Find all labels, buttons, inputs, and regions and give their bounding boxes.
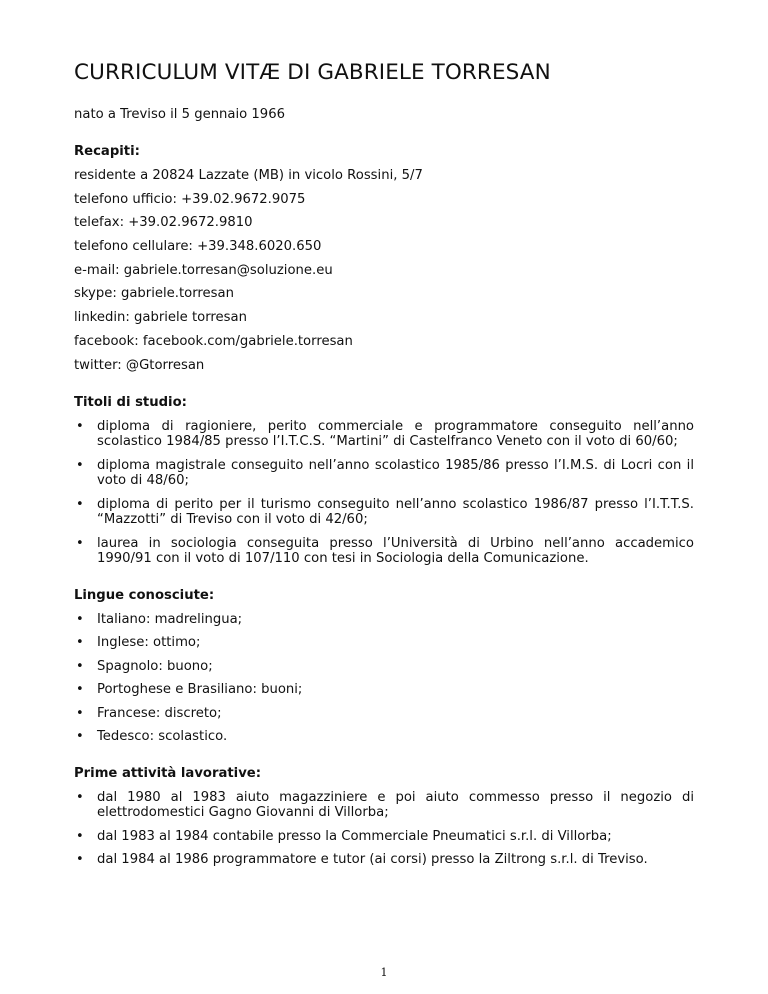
list-item-text: dal 1980 al 1983 aiuto magazziniere e poi aiuto commesso presso il negozio di elettrodomestici Gagno Giovanni di Villorba; xyxy=(97,789,694,820)
contacts-heading: Recapiti: xyxy=(74,144,140,159)
education-list xyxy=(74,419,694,567)
list-item-text: diploma magistrale conseguito nell’anno scolastico 1985/86 presso l’I.M.S. di Locri con il voto di 48/60; xyxy=(97,457,694,488)
contact-twitter: twitter: @Gtorresan xyxy=(74,357,205,373)
list-item xyxy=(74,829,694,845)
list-item xyxy=(74,706,694,722)
contact-address: residente a 20824 Lazzate (MB) in vicolo Rossini, 5/7 xyxy=(74,168,423,183)
list-item xyxy=(74,682,694,698)
bullet-icon: • xyxy=(76,496,84,512)
list-item-text: Portoghese e Brasiliano: buoni; xyxy=(97,682,303,697)
list-item xyxy=(74,419,694,450)
list-item-text: dal 1984 al 1986 programmatore e tutor (ai corsi) presso la Ziltrong s.r.l. di Treviso. xyxy=(97,852,648,867)
list-item xyxy=(74,729,694,745)
contact-linkedin: linkedin: gabriele torresan xyxy=(74,310,247,326)
contact-facebook: facebook: facebook.com/gabriele.torresan xyxy=(74,333,353,349)
bullet-icon: • xyxy=(76,705,84,721)
bullet-icon: • xyxy=(76,852,84,867)
contact-office-phone: telefono ufficio: +39.02.9672.9075 xyxy=(74,191,306,207)
bullet-icon: • xyxy=(76,611,84,627)
bullet-icon: • xyxy=(76,682,84,697)
list-item xyxy=(74,790,694,821)
languages-list xyxy=(74,612,694,745)
list-item-text: diploma di perito per il turismo conseguito nell’anno scolastico 1986/87 presso l’I.T.T.S. “Mazzotti” di Treviso con il voto di 42/60; xyxy=(97,496,694,527)
bullet-icon: • xyxy=(76,457,84,473)
bullet-icon: • xyxy=(76,635,84,650)
list-item-text: Italiano: madrelingua; xyxy=(97,611,243,627)
list-item xyxy=(74,536,694,567)
contact-mobile: telefono cellulare: +39.348.6020.650 xyxy=(74,239,322,255)
list-item xyxy=(74,852,694,868)
languages-section xyxy=(74,588,694,745)
birth-info: nato a Treviso il 5 gennaio 1966 xyxy=(74,107,285,122)
list-item-text: diploma di ragioniere, perito commerciale e programmatore conseguito nell’anno scolastico 1984/85 presso l’I.T.C.S. “Martini” di Castelfranco Veneto con il voto di 60/60; xyxy=(97,418,694,449)
education-section xyxy=(74,395,694,567)
work-heading: Prime attività lavorative: xyxy=(74,765,262,781)
bullet-icon: • xyxy=(76,418,84,434)
contact-skype: skype: gabriele.torresan xyxy=(74,286,234,302)
list-item-text: laurea in sociologia conseguita presso l’Università di Urbino nell’anno accademico 1990/91 con il voto di 107/110 con tesi in Sociologia della Comunicazione. xyxy=(97,535,694,566)
bullet-icon: • xyxy=(76,729,84,744)
contact-fax: telefax: +39.02.9672.9810 xyxy=(74,215,253,231)
languages-heading: Lingue conosciute: xyxy=(74,587,215,603)
list-item xyxy=(74,612,694,628)
list-item-text: dal 1983 al 1984 contabile presso la Commerciale Pneumatici s.r.l. di Villorba; xyxy=(97,828,612,844)
list-item-text: Spagnolo: buono; xyxy=(97,658,213,674)
bullet-icon: • xyxy=(76,828,84,844)
page-number: 1 xyxy=(380,966,388,979)
list-item xyxy=(74,497,694,528)
list-item xyxy=(74,458,694,489)
cv-page xyxy=(74,60,694,876)
contact-email: e-mail: gabriele.torresan@soluzione.eu xyxy=(74,262,333,278)
contacts-section xyxy=(74,144,694,374)
bullet-icon: • xyxy=(76,658,84,674)
work-section xyxy=(74,766,694,868)
list-item-text: Tedesco: scolastico. xyxy=(97,729,228,744)
list-item-text: Inglese: ottimo; xyxy=(97,635,201,650)
list-item xyxy=(74,659,694,675)
list-item-text: Francese: discreto; xyxy=(97,705,222,721)
bullet-icon: • xyxy=(76,789,84,805)
document-title: CURRICULUM VITÆ DI GABRIELE TORRESAN xyxy=(74,60,551,85)
education-heading: Titoli di studio: xyxy=(74,394,187,410)
list-item xyxy=(74,635,694,651)
bullet-icon: • xyxy=(76,535,84,551)
work-list xyxy=(74,790,694,868)
